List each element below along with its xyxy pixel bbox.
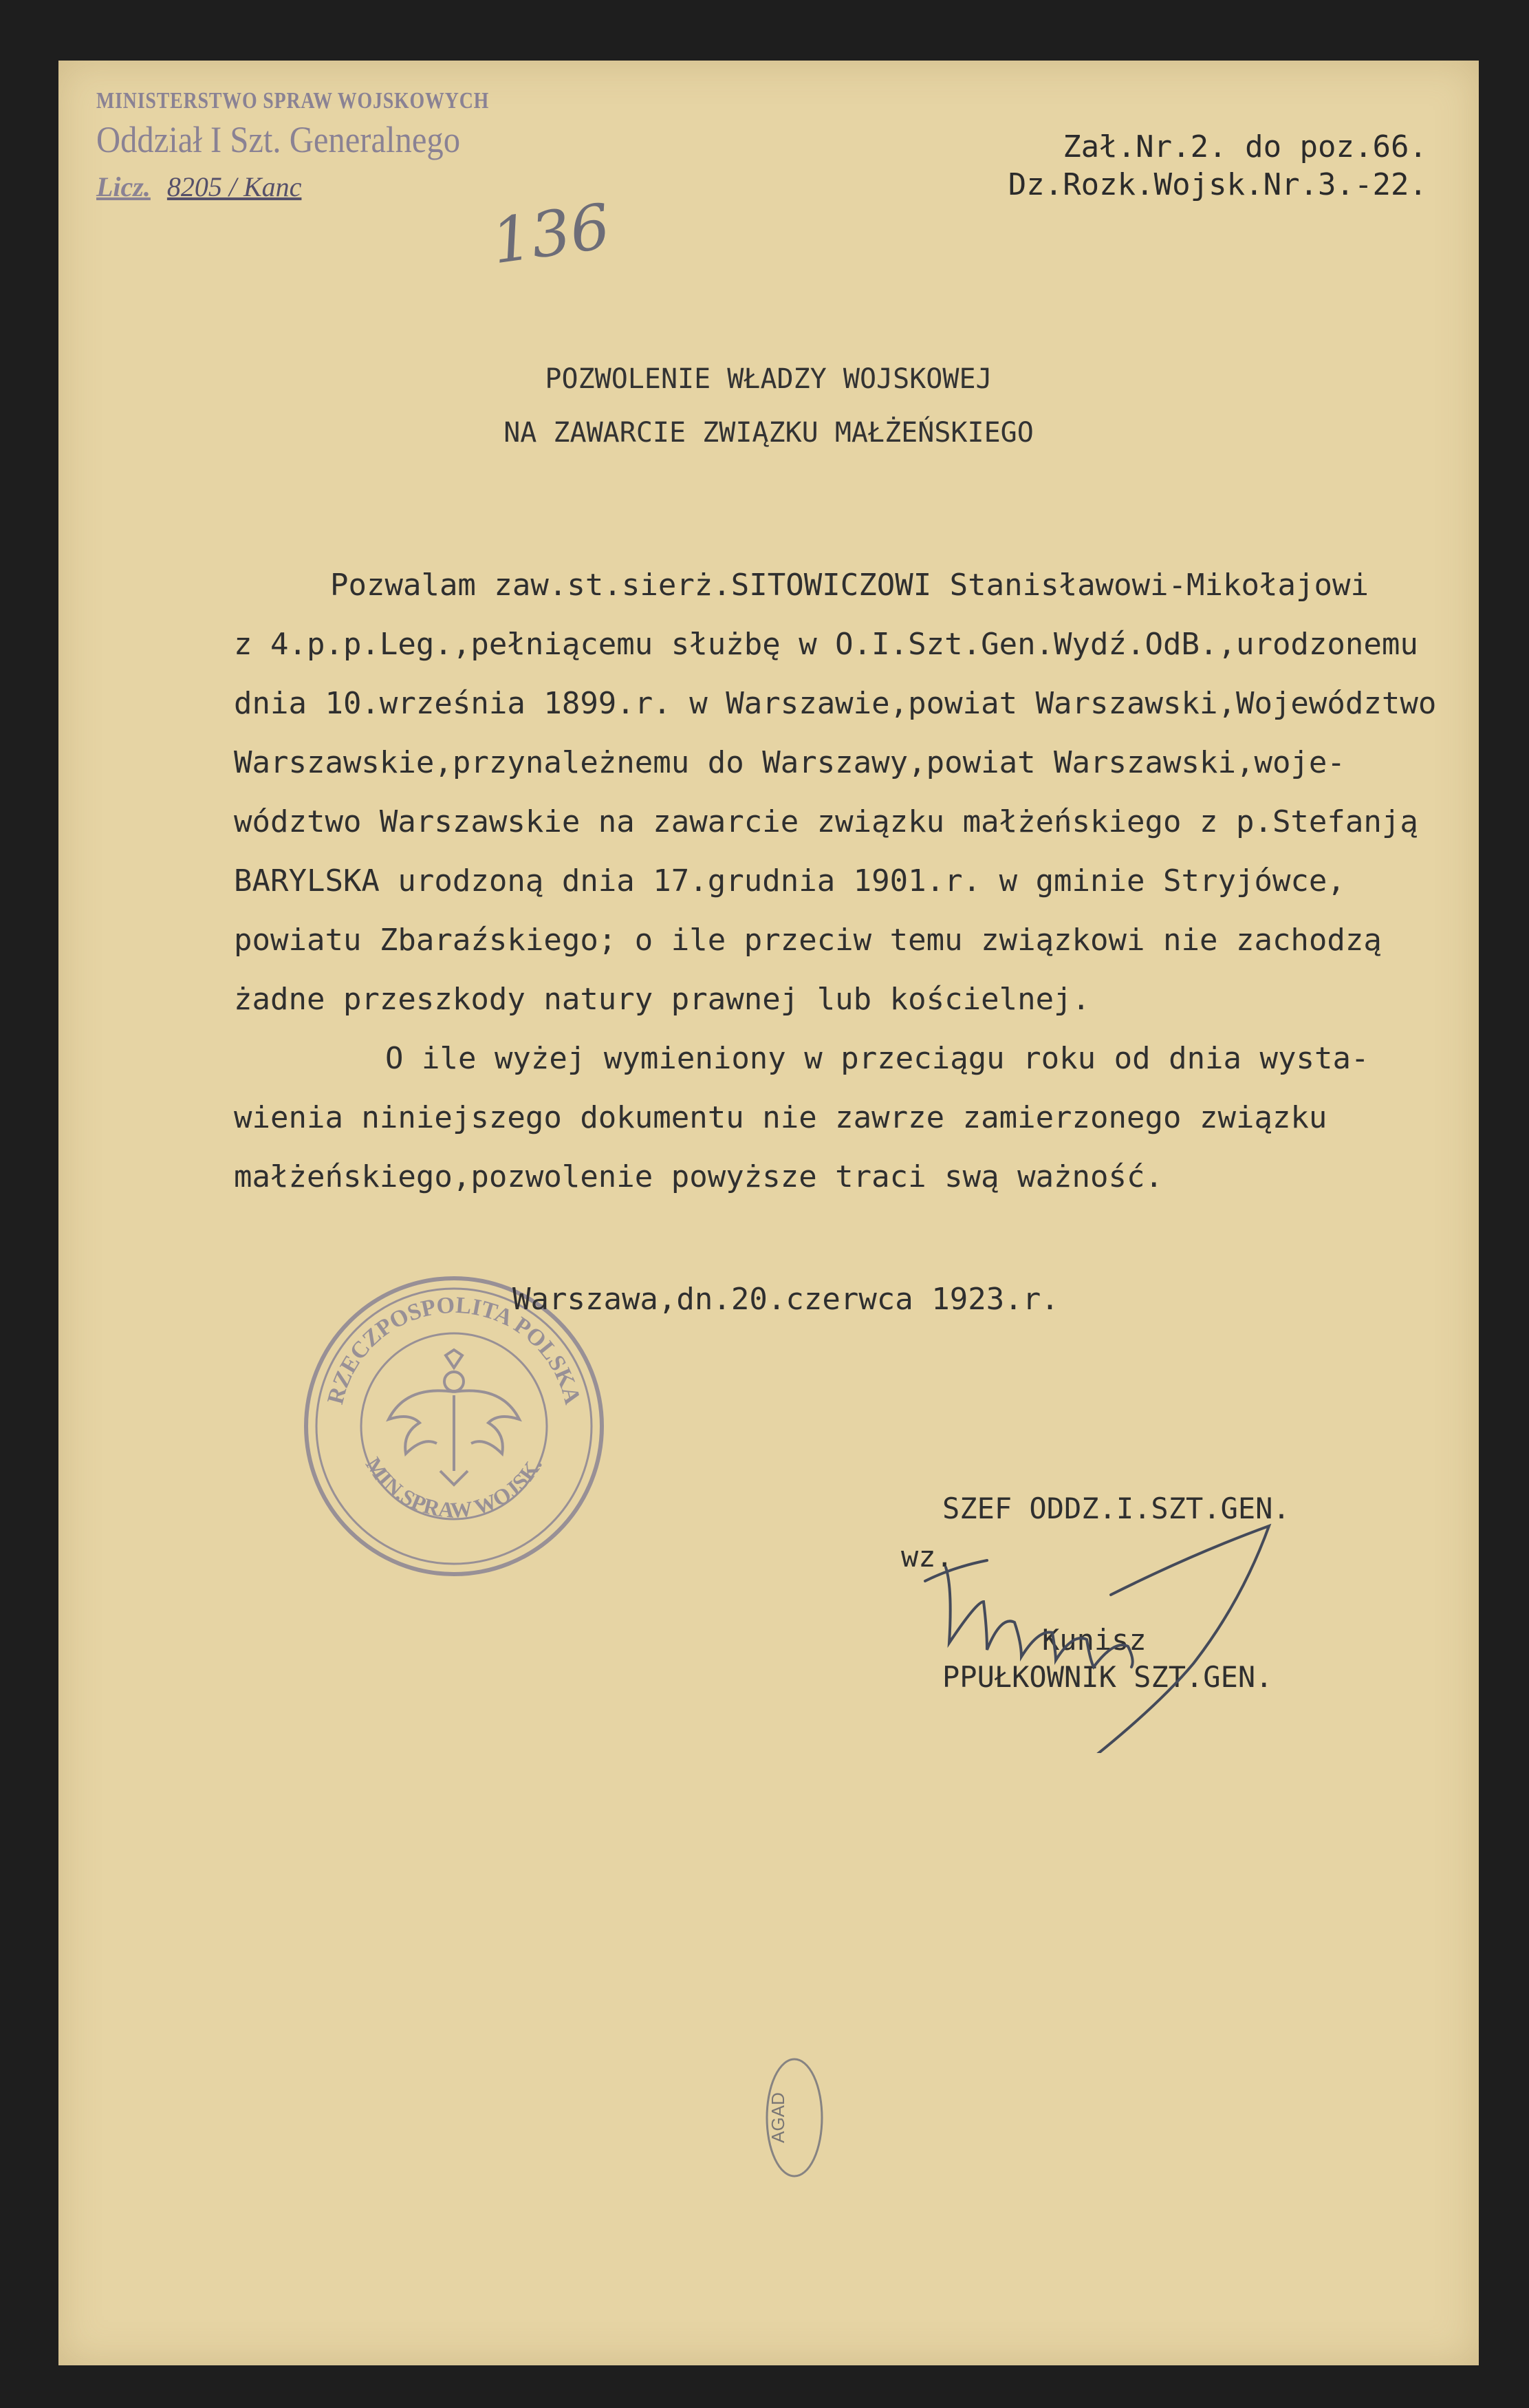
body-line: dnia 10.września 1899.r. w Warszawie,powiat Warszawski,Województwo <box>234 686 1437 721</box>
document-page <box>58 61 1479 2365</box>
handwritten-signature <box>918 1519 1276 1753</box>
reference-line-2: Dz.Rozk.Wojsk.Nr.3.-22. <box>1008 167 1427 202</box>
body-line: wództwo Warszawskie na zawarcie związku małżeńskiego z p.Stefanją <box>234 804 1418 839</box>
document-body <box>234 556 1458 1207</box>
body-line: BARYLSKA urodzoną dnia 17.grudnia 1901.r. w gminie Stryjówce, <box>234 863 1345 899</box>
eagle-icon <box>389 1350 519 1485</box>
stamp-line-number <box>96 171 576 203</box>
document-title-line-2: NA ZAWARCIE ZWIĄZKU MAŁŻEŃSKIEGO <box>503 417 1034 449</box>
body-line: małżeńskiego,pozwolenie powyższe traci swą ważność. <box>234 1159 1164 1194</box>
body-line: Warszawskie,przynależnemu do Warszawy,powiat Warszawski,woje- <box>234 745 1345 780</box>
official-seal-stamp <box>299 1271 609 1581</box>
ministry-header-stamp <box>96 88 576 203</box>
signature-prefix: wz. <box>901 1540 953 1573</box>
body-line: O ile wyżej wymieniony w przeciągu roku od dnia wysta- <box>385 1041 1369 1076</box>
reference-line-1: Zał.Nr.2. do poz.66. <box>1063 129 1427 164</box>
body-line: z 4.p.p.Leg.,pełniącemu służbę w O.I.Szt.Gen.Wydź.OdB.,urodzonemu <box>234 627 1418 662</box>
seal-inner-text: MIN.SPRAW WOJSK. <box>360 1452 547 1523</box>
body-line: Pozwalam zaw.st.sierż.SITOWICZOWI Stanisławowi-Mikołajowi <box>330 568 1369 603</box>
stamp-number-value: 8205 / Kanc <box>166 171 302 202</box>
body-line: wienia niniejszego dokumentu nie zawrze zamierzonego związku <box>234 1100 1327 1135</box>
archive-stamp <box>746 2042 829 2193</box>
stamp-number-prefix: Licz. <box>96 171 151 202</box>
place-and-date: Warszawa,dn.20.czerwca 1923.r. <box>512 1282 1059 1317</box>
archive-stamp-text: AGAD <box>768 2092 788 2143</box>
reference-block <box>1008 128 1427 204</box>
signatory-rank: PPUŁKOWNIK SZT.GEN. <box>942 1660 1273 1694</box>
stamp-line-ministry: MINISTERSTWO SPRAW WOJSKOWYCH <box>96 88 490 114</box>
document-title-line-1: POZWOLENIE WŁADZY WOJSKOWEJ <box>545 363 993 395</box>
handwritten-page-number: 136 <box>487 190 615 279</box>
signatory-position: SZEF ODDZ.I.SZT.GEN. <box>942 1492 1290 1525</box>
body-line: żadne przeszkody natury prawnej lub kościelnej. <box>234 982 1091 1017</box>
seal-outer-text: RZECZPOSPOLITA POLSKA <box>323 1292 585 1407</box>
stamp-line-department: Oddział I Szt. Generalnego <box>96 119 461 160</box>
signatory-name: Kunisz <box>1042 1623 1147 1657</box>
body-line: powiatu Zbaraźskiego; o ile przeciw temu związkowi nie zachodzą <box>234 923 1382 958</box>
